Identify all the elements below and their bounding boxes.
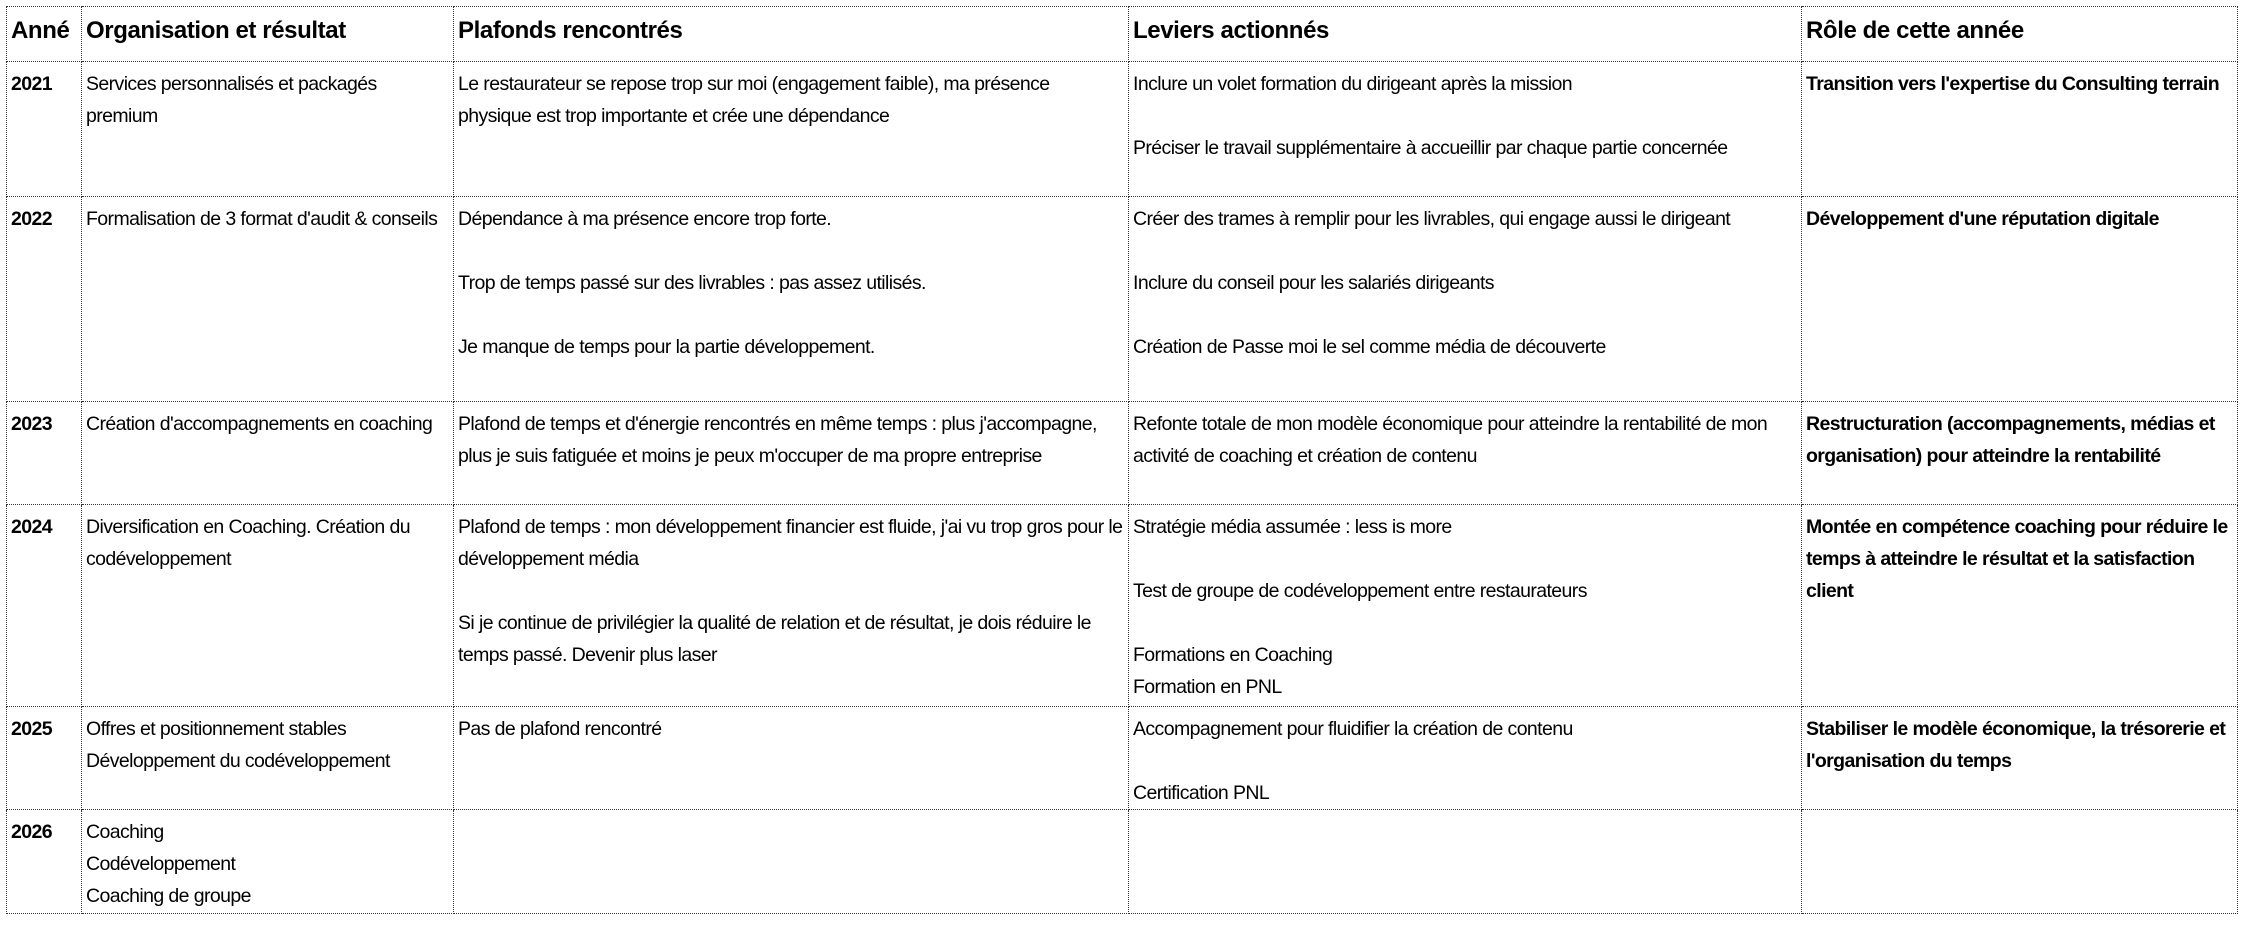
cell-paragraph: Services personnalisés et packagés premium xyxy=(86,73,377,127)
cell-paragraph: Offres et positionnement stables xyxy=(86,718,347,740)
year-cell[interactable]: 2024 xyxy=(7,505,82,707)
paragraph-gap xyxy=(1133,299,1797,331)
leviers-cell[interactable] xyxy=(1129,505,1802,707)
table-row xyxy=(7,810,2238,914)
year-cell[interactable]: 2021 xyxy=(7,62,82,197)
paragraph-gap xyxy=(458,299,1124,331)
cell-paragraph: Diversification en Coaching. Création du codéveloppement xyxy=(86,516,410,570)
header-leviers[interactable]: Leviers actionnés xyxy=(1129,7,1802,62)
table-row xyxy=(7,707,2238,810)
role-cell[interactable]: Montée en compétence coaching pour réduire le temps à atteindre le résultat et la satisfaction client xyxy=(1802,505,2238,707)
cell-paragraph: Je manque de temps pour la partie développement. xyxy=(458,336,875,358)
year-cell[interactable]: 2026 xyxy=(7,810,82,914)
leviers-cell[interactable] xyxy=(1129,197,1802,402)
cell-paragraph: Création d'accompagnements en coaching xyxy=(86,413,433,435)
cell-paragraph: Pas de plafond rencontré xyxy=(458,718,662,740)
organisation-cell[interactable] xyxy=(82,810,454,914)
organisation-cell[interactable] xyxy=(82,402,454,505)
paragraph-gap xyxy=(1133,745,1797,777)
table-row xyxy=(7,505,2238,707)
role-cell[interactable]: Développement d'une réputation digitale xyxy=(1802,197,2238,402)
cell-paragraph: Coaching de groupe xyxy=(86,885,251,907)
role-cell[interactable] xyxy=(1802,810,2238,914)
organisation-cell[interactable] xyxy=(82,707,454,810)
cell-paragraph: Développement du codéveloppement xyxy=(86,750,390,772)
cell-paragraph: Formalisation de 3 format d'audit & conseils xyxy=(86,208,438,230)
cell-paragraph: Inclure du conseil pour les salariés dirigeants xyxy=(1133,272,1494,294)
cell-paragraph: Certification PNL xyxy=(1133,782,1270,804)
organisation-cell[interactable] xyxy=(82,505,454,707)
cell-paragraph: Accompagnement pour fluidifier la création de contenu xyxy=(1133,718,1573,740)
paragraph-gap xyxy=(1133,235,1797,267)
table-row xyxy=(7,197,2238,402)
header-organisation[interactable]: Organisation et résultat xyxy=(82,7,454,62)
header-year[interactable]: Anné xyxy=(7,7,82,62)
cell-paragraph: Plafond de temps : mon développement financier est fluide, j'ai vu trop gros pour le développement média xyxy=(458,516,1123,570)
organisation-cell[interactable] xyxy=(82,62,454,197)
header-role[interactable]: Rôle de cette année xyxy=(1802,7,2238,62)
cell-paragraph: Trop de temps passé sur des livrables : pas assez utilisés. xyxy=(458,272,926,294)
cell-paragraph: Le restaurateur se repose trop sur moi (engagement faible), ma présence physique est trop importante et crée une dépendance xyxy=(458,73,1050,127)
cell-paragraph: Formations en Coaching xyxy=(1133,644,1333,666)
leviers-cell[interactable] xyxy=(1129,402,1802,505)
cell-paragraph: Coaching xyxy=(86,821,164,843)
paragraph-gap xyxy=(458,235,1124,267)
leviers-cell[interactable] xyxy=(1129,810,1802,914)
plafonds-cell[interactable] xyxy=(454,810,1129,914)
plafonds-cell[interactable] xyxy=(454,505,1129,707)
cell-paragraph: Préciser le travail supplémentaire à accueillir par chaque partie concernée xyxy=(1133,137,1728,159)
cell-paragraph: Plafond de temps et d'énergie rencontrés en même temps : plus j'accompagne, plus je suis fatiguée et moins je peux m'occuper de ma propre entreprise xyxy=(458,413,1097,467)
cell-paragraph: Dépendance à ma présence encore trop forte. xyxy=(458,208,832,230)
cell-paragraph: Stratégie média assumée : less is more xyxy=(1133,516,1452,538)
leviers-cell[interactable] xyxy=(1129,707,1802,810)
paragraph-gap xyxy=(458,575,1124,607)
cell-paragraph: Formation en PNL xyxy=(1133,676,1282,698)
plafonds-cell[interactable] xyxy=(454,197,1129,402)
cell-paragraph: Si je continue de privilégier la qualité de relation et de résultat, je dois réduire le temps passé. Devenir plus laser xyxy=(458,612,1091,666)
organisation-cell[interactable] xyxy=(82,197,454,402)
role-cell[interactable]: Transition vers l'expertise du Consulting terrain xyxy=(1802,62,2238,197)
plafonds-cell[interactable] xyxy=(454,402,1129,505)
cell-paragraph: Codéveloppement xyxy=(86,853,236,875)
header-row xyxy=(7,7,2238,62)
cell-paragraph: Création de Passe moi le sel comme média de découverte xyxy=(1133,336,1606,358)
cell-paragraph: Test de groupe de codéveloppement entre restaurateurs xyxy=(1133,580,1587,602)
role-cell[interactable]: Restructuration (accompagnements, médias et organisation) pour atteindre la rentabilité xyxy=(1802,402,2238,505)
cell-paragraph: Inclure un volet formation du dirigeant après la mission xyxy=(1133,73,1572,95)
role-cell[interactable]: Stabiliser le modèle économique, la trésorerie et l'organisation du temps xyxy=(1802,707,2238,810)
cell-paragraph: Créer des trames à remplir pour les livrables, qui engage aussi le dirigeant xyxy=(1133,208,1731,230)
leviers-cell[interactable] xyxy=(1129,62,1802,197)
paragraph-gap xyxy=(1133,607,1797,639)
table-row xyxy=(7,402,2238,505)
year-cell[interactable]: 2023 xyxy=(7,402,82,505)
paragraph-gap xyxy=(1133,543,1797,575)
cell-paragraph: Refonte totale de mon modèle économique pour atteindre la rentabilité de mon activité de coaching et création de contenu xyxy=(1133,413,1768,467)
strategy-table xyxy=(6,6,2238,914)
year-cell[interactable]: 2025 xyxy=(7,707,82,810)
plafonds-cell[interactable] xyxy=(454,62,1129,197)
header-plafonds[interactable]: Plafonds rencontrés xyxy=(454,7,1129,62)
year-cell[interactable]: 2022 xyxy=(7,197,82,402)
table-row xyxy=(7,62,2238,197)
plafonds-cell[interactable] xyxy=(454,707,1129,810)
paragraph-gap xyxy=(1133,100,1797,132)
